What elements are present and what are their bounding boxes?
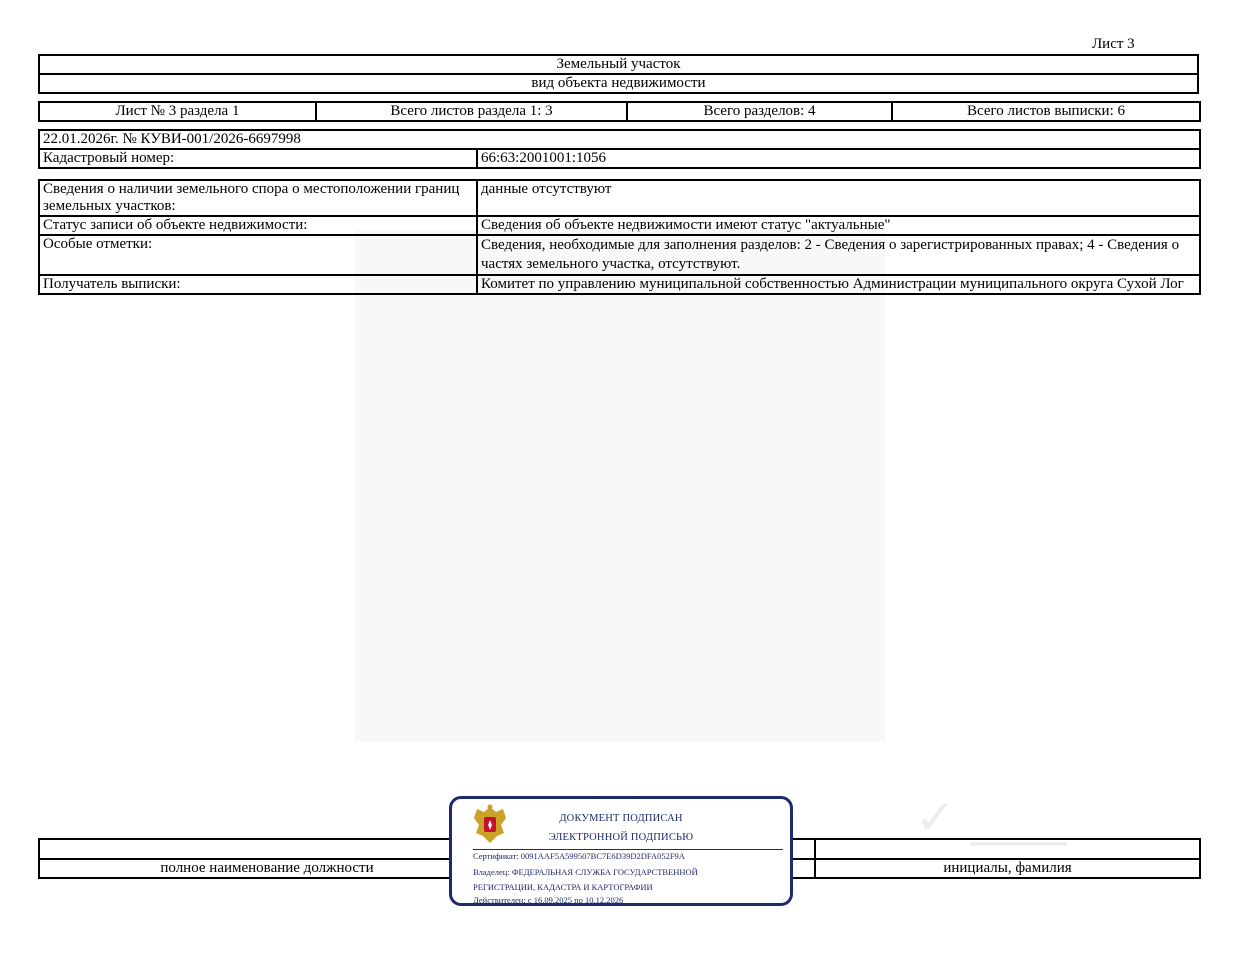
row-label: Получатель выписки:	[39, 275, 477, 294]
stamp-rule	[473, 849, 783, 850]
total-sheets-extract: Всего листов выписки: 6	[892, 102, 1200, 121]
row-value: Сведения, необходимые для заполнения разделов: 2 - Сведения о зарегистрированных правах; 4 - Сведения о частях земельного участка, отсутствуют.	[477, 235, 1200, 275]
watermark: ✓ ____	[915, 790, 1067, 846]
stamp-owner-1: Владелец: ФЕДЕРАЛЬНАЯ СЛУЖБА ГОСУДАРСТВЕННОЙ	[473, 867, 698, 877]
object-type-table	[38, 54, 1199, 94]
table-row	[39, 216, 1200, 235]
row-value: Комитет по управлению муниципальной собственностью Администрации муниципального округа Сухой Лог	[477, 275, 1200, 294]
object-type-caption: вид объекта недвижимости	[39, 74, 1198, 93]
sheet-info-table	[38, 101, 1201, 122]
total-sheets-section: Всего листов раздела 1: 3	[316, 102, 627, 121]
table-row	[39, 180, 1200, 216]
total-sections: Всего разделов: 4	[627, 102, 892, 121]
stamp-owner-2: РЕГИСТРАЦИИ, КАДАСТРА И КАРТОГРАФИИ	[473, 882, 653, 892]
date-number: 22.01.2026г. № КУВИ-001/2026-6697998	[39, 130, 1200, 149]
document-id-table	[38, 129, 1201, 169]
row-label: Сведения о наличии земельного спора о местоположении границ земельных участков:	[39, 180, 477, 216]
row-label: Статус записи об объекте недвижимости:	[39, 216, 477, 235]
name-caption: инициалы, фамилия	[815, 859, 1200, 878]
sheet-of-section: Лист № 3 раздела 1	[39, 102, 316, 121]
position-caption: полное наименование должности	[39, 859, 495, 878]
row-value: Сведения об объекте недвижимости имеют статус "актуальные"	[477, 216, 1200, 235]
object-type: Земельный участок	[39, 55, 1198, 74]
background-shade	[355, 230, 885, 742]
stamp-line2: ЭЛЕКТРОННОЙ ПОДПИСЬЮ	[548, 832, 694, 843]
cadastral-label: Кадастровый номер:	[39, 149, 477, 168]
table-row	[39, 235, 1200, 275]
row-value: данные отсутствуют	[477, 180, 1200, 216]
table-row	[39, 275, 1200, 294]
details-table	[38, 179, 1201, 295]
sheet-number: Лист 3	[1092, 36, 1135, 52]
stamp-valid: Действителен: с 16.09.2025 по 10.12.2026	[473, 895, 624, 905]
e-signature-stamp	[449, 796, 793, 906]
row-label: Особые отметки:	[39, 235, 477, 275]
stamp-line1: ДОКУМЕНТ ПОДПИСАН	[559, 813, 683, 824]
cadastral-value: 66:63:2001001:1056	[477, 149, 1200, 168]
stamp-certificate: Сертификат: 0091AAF5A599507BC7E6D39D2DFA052F9A	[473, 851, 685, 861]
